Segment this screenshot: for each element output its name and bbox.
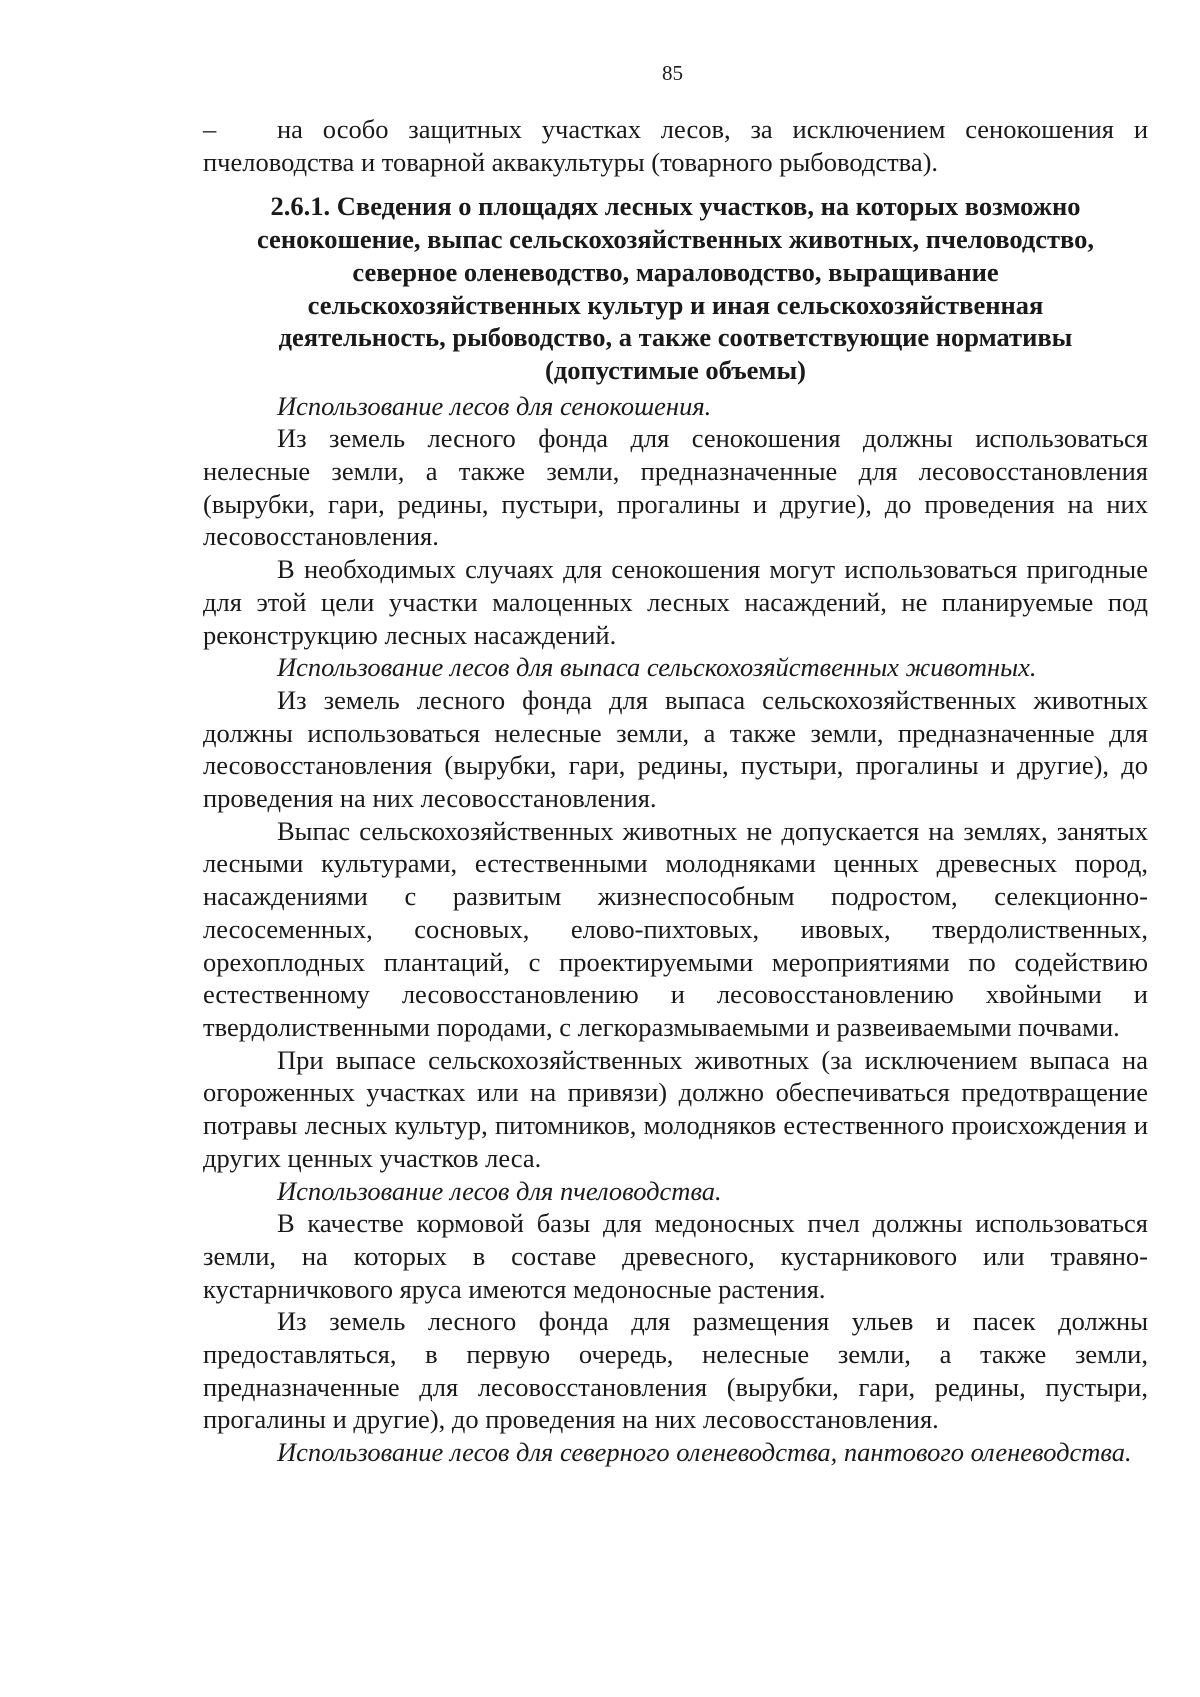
heading-line: сенокошение, выпас сельскохозяйственных животных, пчеловодство,	[256, 224, 1095, 255]
body-paragraph: Из земель лесного фонда для сенокошения должны использоваться нелесные земли, а также земли, предназначенные для лесовосстановления (вырубки, гари, редины, пустыри, прогалины и другие), до проведения на них лесовосстановления.	[203, 423, 1148, 552]
subheading-haymaking: Использование лесов для сенокошения.	[277, 390, 712, 421]
heading-line: сельскохозяйственных культур и иная сельскохозяйственная	[307, 289, 1044, 320]
subheading-grazing: Использование лесов для выпаса сельскохозяйственных животных.	[277, 652, 1037, 683]
body-paragraph: Выпас сельскохозяйственных животных не допускается на землях, занятых лесными культурами, естественными молодняками ценных древесных пород, насаждениями с развитым жизнеспособным подростом, селекционно-лесосеменных, сосновых, елово-пихтовых, ивовых, твердолиственных, орехоплодных плантаций, с проектируемыми мероприятиями по содействию естественному лесовосстановлению и лесовосстановлению хвойными и твердолиственными породами, с легкоразмываемыми и развеиваемыми почвами.	[203, 815, 1148, 1042]
document-body	[203, 113, 1148, 1469]
page-number: 85	[662, 61, 683, 85]
section-heading	[203, 190, 1148, 386]
body-paragraph: Из земель лесного фонда для размещения ульев и пасек должны предоставляться, в первую очередь, нелесные земли, а также земли, предназначенные для лесовосстановления (вырубки, гари, редины, пустыри, прогалины и другие), до проведения на них лесовосстановления.	[203, 1306, 1148, 1435]
body-paragraph: В качестве кормовой базы для медоносных пчел должны использоваться земли, на которых в составе древесного, кустарникового или травяно-кустарничкового яруса имеются медоносные растения.	[203, 1208, 1148, 1304]
intro-text: на особо защитных участках лесов, за исключением сенокошения и пчеловодства и товарной аквакультуры (товарного рыбоводства).	[203, 114, 1148, 177]
body-paragraph: Из земель лесного фонда для выпаса сельскохозяйственных животных должны использоваться нелесные земли, а также земли, предназначенные для лесовосстановления (вырубки, гари, редины, пустыри, прогалины и другие), до проведения на них лесовосстановления.	[203, 684, 1148, 814]
heading-line: (допустимые объемы)	[545, 354, 806, 385]
heading-line: деятельность, рыбоводство, а также соответствующие нормативы	[278, 322, 1073, 353]
heading-line: северное оленеводство, мараловодство, выращивание	[352, 256, 999, 287]
body-paragraph: В необходимых случаях для сенокошения могут использоваться пригодные для этой цели участки малоценных лесных насаждений, не планируемые под реконструкцию лесных насаждений.	[203, 554, 1148, 650]
subheading-reindeer-herding: Использование лесов для северного оленеводства, пантового оленеводства.	[277, 1437, 1132, 1468]
intro-list-item: – на особо защитных участках лесов, за исключением сенокошения и пчеловодства и товарной аквакультуры (товарного рыбоводства).	[203, 114, 1148, 177]
subheading-beekeeping: Использование лесов для пчеловодства.	[277, 1175, 722, 1206]
body-paragraph: При выпасе сельскохозяйственных животных (за исключением выпаса на огороженных участках или на привязи) должно обеспечиваться предотвращение потравы лесных культур, питомников, молодняков естественного происхождения и других ценных участков леса.	[203, 1044, 1148, 1173]
heading-line: 2.6.1. Сведения о площадях лесных участков, на которых возможно	[270, 191, 1081, 222]
